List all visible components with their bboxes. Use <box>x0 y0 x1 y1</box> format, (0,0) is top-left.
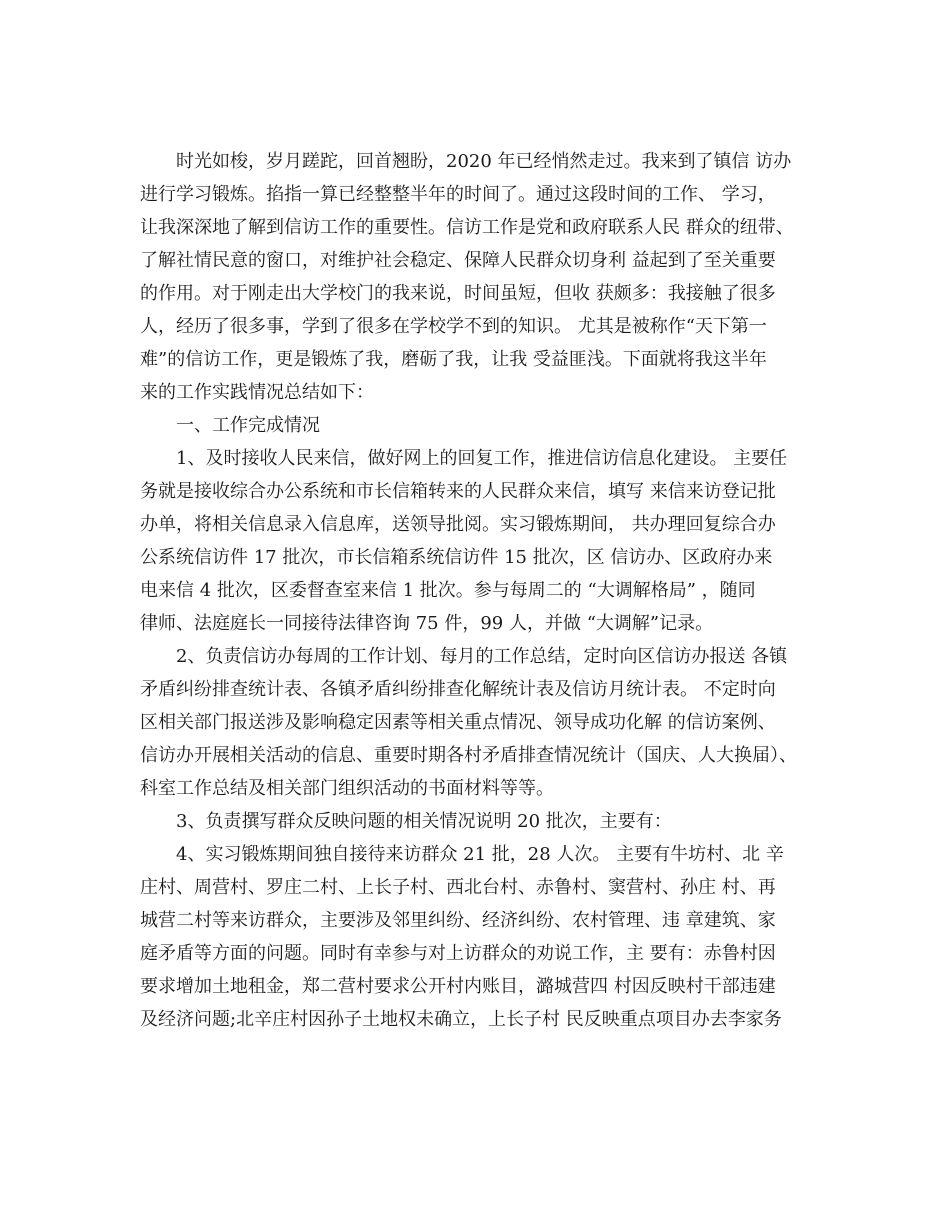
paragraph-intro-line-4: 了解社情民意的窗口，对维护社会稳定、保障人民群众切身利 益起到了至关重要 <box>140 250 776 271</box>
paragraph-intro-line-6: 人，经历了很多事，学到了很多在学校学不到的知识。 尤其是被称作“天下第一 <box>140 316 767 337</box>
paragraph-intro-line-7: 难”的信访工作，更是锻炼了我，磨砺了我，让我 受益匪浅。下面就将我这半年 <box>140 349 767 370</box>
item-2-line-4: 信访办开展相关活动的信息、重要时期各村矛盾排查情况统计（国庆、人大换届）、 <box>140 745 797 766</box>
paragraph-intro-line-2: 进行学习锻炼。掐指一算已经整整半年的时间了。通过这段时间的工作、 学习， <box>140 184 776 205</box>
section-heading: 一、工作完成情况 <box>176 415 320 436</box>
item-3-line-1: 3、负责撰写群众反映问题的相关情况说明 20 批次，主要有： <box>176 811 672 832</box>
paragraph-intro-line-1: 时光如梭，岁月蹉跎，回首翘盼，2020 年已经悄然走过。我来到了镇信 访办 <box>176 151 792 172</box>
item-1-line-4: 公系统信访件 17 批次，市长信箱系统信访件 15 批次，区 信访办、区政府办来 <box>140 547 773 568</box>
paragraph-intro-line-3: 让我深深地了解到信访工作的重要性。信访工作是党和政府联系人民 群众的纽带、 <box>140 217 794 238</box>
item-1-line-2: 务就是接收综合办公系统和市长信箱转来的人民群众来信，填写 来信来访登记批 <box>140 481 776 502</box>
item-4-line-5: 要求增加土地租金，郑二营村要求公开村内账目，潞城营四 村因反映村干部违建 <box>140 976 776 997</box>
item-4-line-6: 及经济问题;北辛庄村因孙子土地权未确立，上长子村 民反映重点项目办去李家务 <box>140 1009 782 1030</box>
paragraph-intro-line-8: 来的工作实践情况总结如下： <box>140 382 374 403</box>
item-4-line-4: 庭矛盾等方面的问题。同时有幸参与对上访群众的劝说工作，主 要有：赤鲁村因 <box>140 943 776 964</box>
item-2-line-3: 区相关部门报送涉及影响稳定因素等相关重点情况、领导成功化解 的信访案例、 <box>140 712 776 733</box>
item-4-line-2: 庄村、周营村、罗庄二村、上长子村、西北台村、赤鲁村、窦营村、孙庄 村、再 <box>140 877 776 898</box>
item-1-line-1: 1、及时接收人民来信，做好网上的回复工作，推进信访信息化建设。 主要任 <box>176 448 788 469</box>
item-2-line-2: 矛盾纠纷排查统计表、各镇矛盾纠纷排查化解统计表及信访月统计表。 不定时向 <box>140 679 776 700</box>
item-2-line-1: 2、负责信访办每周的工作计划、每月的工作总结，定时向区信访办报送 各镇 <box>176 646 788 667</box>
item-2-line-5: 科室工作总结及相关部门组织活动的书面材料等等。 <box>140 778 554 799</box>
item-4-line-3: 城营二村等来访群众，主要涉及邻里纠纷、经济纠纷、农村管理、违 章建筑、家 <box>140 910 776 931</box>
item-1-line-5: 电来信 4 批次，区委督查室来信 1 批次。参与每周二的 “大调解格局” ，随同 <box>140 580 756 601</box>
item-4-line-1: 4、实习锻炼期间独自接待来访群众 21 批，28 人次。 主要有牛坊村、北 辛 <box>176 844 784 865</box>
paragraph-intro-line-5: 的作用。对于刚走出大学校门的我来说，时间虽短，但收 获颇多：我接触了很多 <box>140 283 776 304</box>
body-text <box>140 145 820 1036</box>
item-1-line-6: 律师、法庭庭长一同接待法律咨询 75 件，99 人，并做 “大调解”记录。 <box>140 613 714 634</box>
item-1-line-3: 办单，将相关信息录入信息库，送领导批阅。实习锻炼期间， 共办理回复综合办 <box>140 514 776 535</box>
